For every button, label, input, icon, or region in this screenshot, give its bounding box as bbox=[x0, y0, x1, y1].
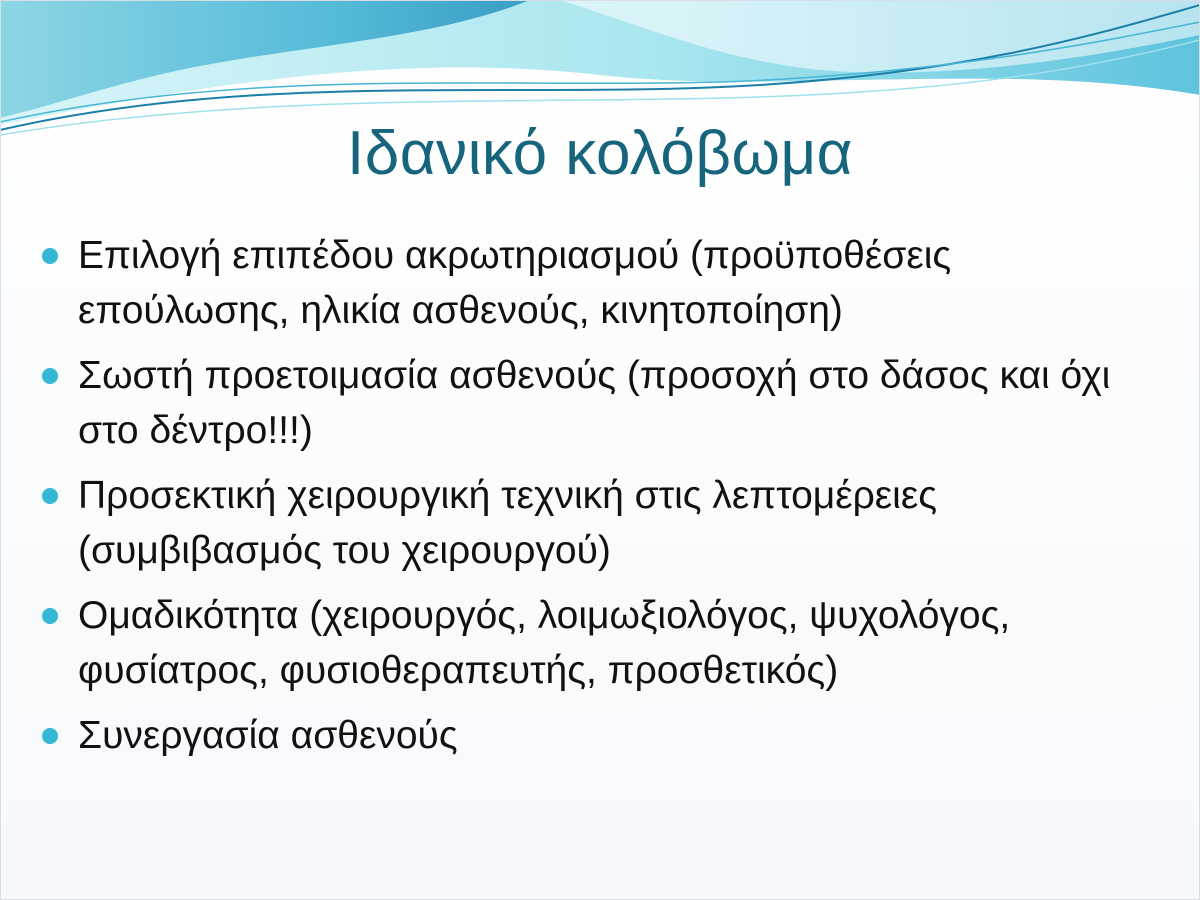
slide-title: Ιδανικό κολόβωμα bbox=[346, 119, 854, 188]
bullet-item bbox=[40, 228, 1160, 338]
bullet-item bbox=[40, 588, 1160, 698]
bullet-text: Προσεκτική χειρουργική τεχνική στις λεπτομέρειες (συμβιβασμός του χειρουργού) bbox=[78, 474, 938, 572]
bullet-dot-icon bbox=[42, 488, 58, 504]
bullet-dot-icon bbox=[42, 248, 58, 264]
bullet-item bbox=[40, 468, 1160, 578]
bullet-item bbox=[40, 348, 1160, 458]
bullet-text: Συνεργασία ασθενούς bbox=[78, 714, 458, 757]
bullet-dot-icon bbox=[42, 608, 58, 624]
bullet-text: Σωστή προετοιμασία ασθενούς (προσοχή στο δάσος και όχι στο δέντρο!!!) bbox=[78, 354, 1111, 452]
bullet-list bbox=[40, 228, 1160, 773]
bullet-dot-icon bbox=[42, 728, 58, 744]
bullet-dot-icon bbox=[42, 368, 58, 384]
bullet-text: Ομαδικότητα (χειρουργός, λοιμωξιολόγος, ψυχολόγος, φυσίατρος, φυσιοθεραπευτής, προσθετικός) bbox=[78, 594, 1011, 692]
bullet-text: Επιλογή επιπέδου ακρωτηριασμού (προϋποθέσεις επούλωσης, ηλικία ασθενούς, κινητοποίηση) bbox=[78, 234, 952, 332]
bullet-item bbox=[40, 708, 1160, 763]
